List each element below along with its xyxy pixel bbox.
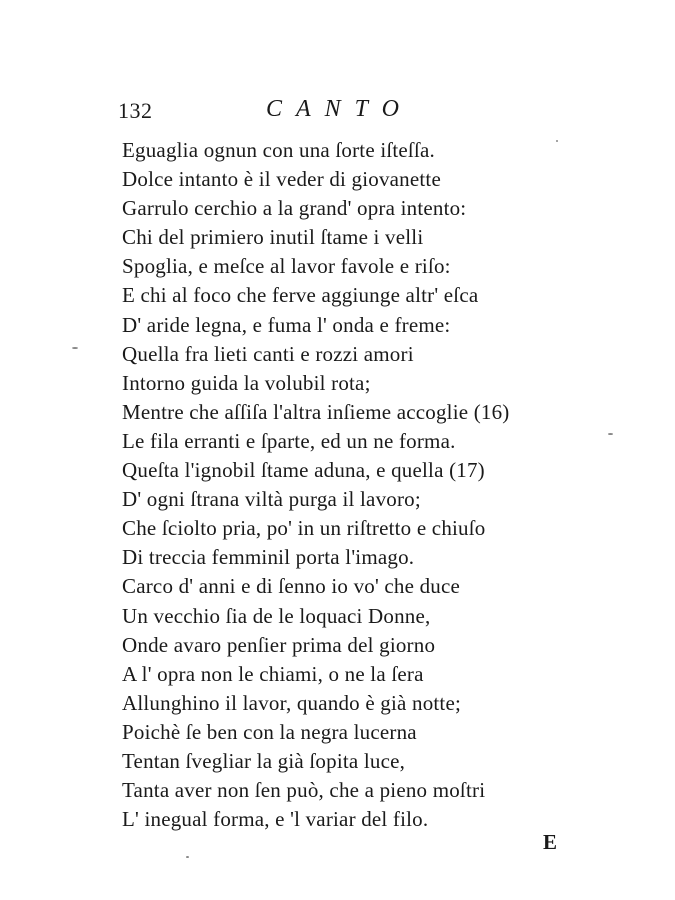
- page-number: 132: [118, 98, 153, 123]
- verse-line: Che ſciolto pria, po' in un riſtretto e chiuſo: [122, 516, 486, 541]
- verse-line: Dolce intanto è il veder di giovanette: [122, 167, 441, 192]
- paper-speck: [556, 140, 558, 142]
- verse-line: Chi del primiero inutil ſtame i velli: [122, 225, 424, 250]
- verse-line: Tentan ſvegliar la già ſopita luce,: [122, 748, 406, 773]
- verse-line: Poichè ſe ben con la negra lucerna: [122, 719, 417, 744]
- verse-line: E chi al foco che ferve aggiunge altr' eſca: [122, 283, 479, 308]
- verse-line: Carco d' anni e di ſenno io vo' che duce: [122, 574, 461, 599]
- verse-line: Allunghino il lavor, quando è già notte;: [122, 690, 462, 715]
- verse-line: Mentre che aſſiſa l'altra inſieme accoglie (16): [122, 399, 510, 424]
- running-title: CANTO: [266, 96, 413, 122]
- verse-line: Un vecchio ſia de le loquaci Donne,: [122, 603, 431, 628]
- verse-line: Tanta aver non ſen può, che a pieno moſtri: [122, 778, 486, 803]
- verse-line: Spoglia, e meſce al lavor favole e riſo:: [122, 254, 451, 279]
- verse-line: Queſta l'ignobil ſtame aduna, e quella (17): [122, 458, 485, 483]
- verse-line: Di treccia femminil porta l'imago.: [122, 545, 415, 570]
- verse-line: Le fila erranti e ſparte, ed un ne forma.: [122, 428, 456, 453]
- verse-line: Garrulo cerchio a la grand' opra intento:: [122, 196, 467, 221]
- verse-block: [122, 136, 582, 834]
- page-header: [118, 96, 438, 130]
- paper-speck: [72, 347, 78, 349]
- paper-speck: [608, 433, 613, 435]
- verse-line: Intorno guida la volubil rota;: [122, 370, 371, 395]
- paper-speck: [186, 856, 189, 858]
- verse-line: Onde avaro penſier prima del giorno: [122, 632, 436, 657]
- verse-line: A l' opra non le chiami, o ne la ſera: [122, 661, 424, 686]
- verse-line: Quella fra lieti canti e rozzi amori: [122, 341, 414, 366]
- catchword: E: [543, 830, 558, 854]
- verse-line: D' aride legna, e fuma l' onda e freme:: [122, 312, 451, 337]
- verse-line: Eguaglia ognun con una ſorte iſteſſa.: [122, 138, 435, 162]
- verse-line: L' inegual forma, e 'l variar del filo.: [122, 807, 429, 832]
- verse-line: D' ogni ſtrana viltà purga il lavoro;: [122, 487, 421, 512]
